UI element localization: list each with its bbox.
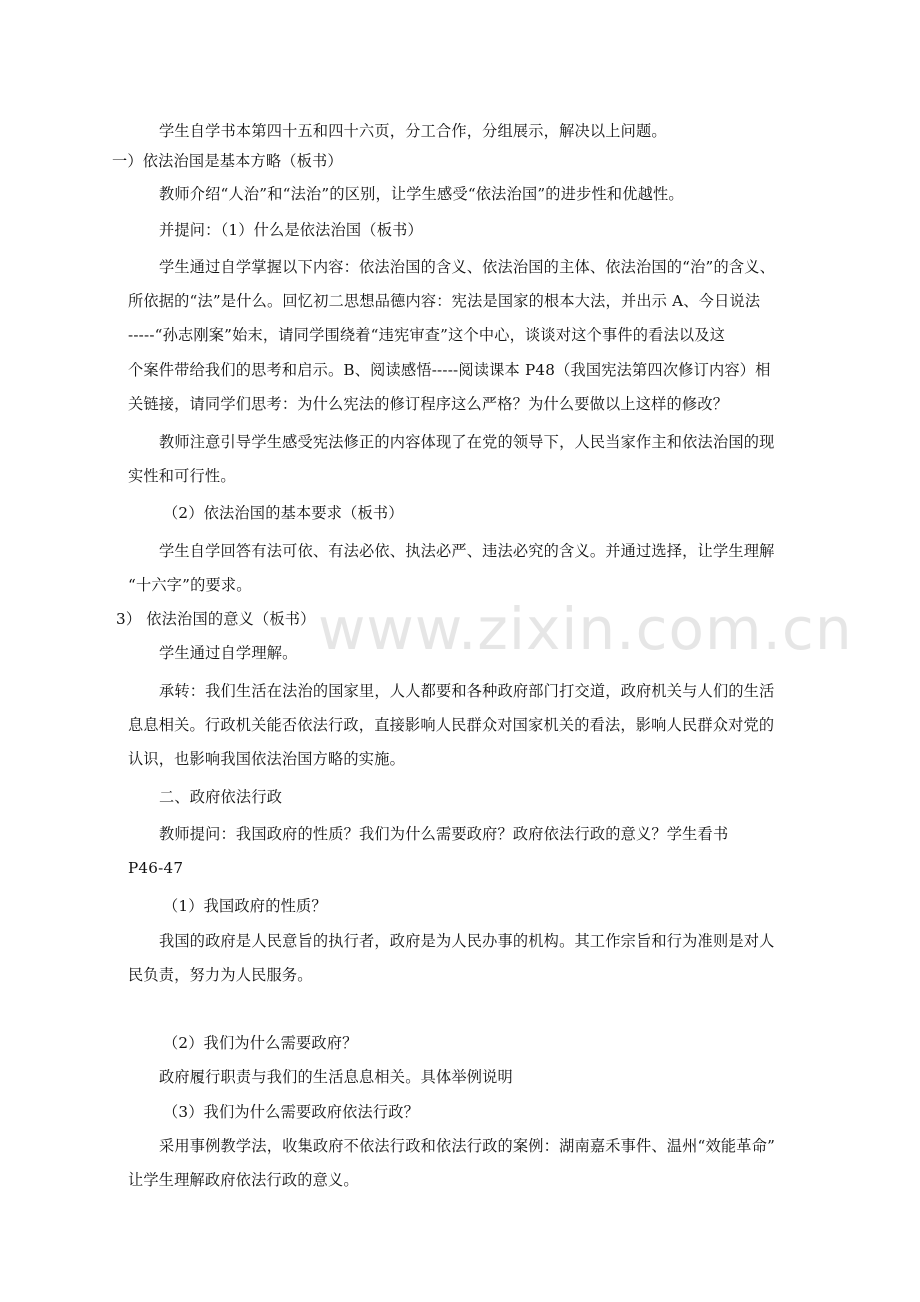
text-line: -----“孙志刚案”始末，请同学围绕着“违宪审查”这个中心，谈谈对这个事件的看法以及这: [128, 326, 726, 344]
sub-heading: （1）我国政府的性质？: [163, 897, 327, 915]
text-line: 学生通过自学理解。: [159, 644, 298, 662]
text-line: 所依据的“法”是什么。回忆初二思想品德内容：宪法是国家的根本大法，并出示 A、今日说法: [128, 292, 761, 310]
text-line: 采用事例教学法，收集政府不依法行政和依法行政的案例：湖南嘉禾事件、温州“效能革命”: [159, 1137, 776, 1155]
text-line: 政府履行职责与我们的生活息息相关。具体举例说明: [159, 1068, 513, 1086]
sub-heading: 3） 依法治国的意义（板书）: [116, 610, 316, 628]
sub-heading: （2）我们为什么需要政府？: [163, 1034, 358, 1052]
text-line: 认识，也影响我国依法治国方略的实施。: [128, 750, 405, 768]
section-heading: 一）依法治国是基本方略（板书）: [112, 152, 343, 170]
text-line: 让学生理解政府依法行政的意义。: [128, 1171, 359, 1189]
text-line: 教师提问：我国政府的性质？我们为什么需要政府？政府依法行政的意义？学生看书: [159, 825, 729, 843]
sub-heading: （3）我们为什么需要政府依法行政？: [163, 1103, 420, 1121]
sub-heading: （2）依法治国的基本要求（板书）: [163, 504, 404, 522]
text-line: 教师注意引导学生感受宪法修正的内容体现了在党的领导下，人民当家作主和依法治国的现: [159, 433, 775, 451]
text-line: 并提问：（1）什么是依法治国（板书）: [159, 221, 423, 239]
text-line: 承转：我们生活在法治的国家里，人人都要和各种政府部门打交道，政府机关与人们的生活: [159, 682, 775, 700]
text-line: 民负责，努力为人民服务。: [128, 966, 313, 984]
text-line: 个案件带给我们的思考和启示。B、阅读感悟-----阅读课本 P48（我国宪法第四次修订内容）相: [128, 361, 771, 379]
text-line: 关链接，请同学们思考：为什么宪法的修订程序这么严格？为什么要做以上这样的修改？: [128, 395, 729, 413]
text-line: 教师介绍“人治”和“法治”的区别，让学生感受“依法治国”的进步性和优越性。: [159, 185, 684, 203]
text-line: 学生通过自学掌握以下内容：依法治国的含义、依法治国的主体、依法治国的“治”的含义、: [159, 258, 776, 276]
section-heading: 二、政府依法行政: [159, 788, 283, 806]
text-line: 学生自学书本第四十五和四十六页，分工合作，分组展示，解决以上问题。: [159, 122, 667, 140]
text-line: 我国的政府是人民意旨的执行者，政府是为人民办事的机构。其工作宗旨和行为准则是对人: [159, 932, 775, 950]
text-line: 息息相关。行政机关能否依法行政，直接影响人民群众对国家机关的看法，影响人民群众对党的: [128, 716, 775, 734]
watermark: www.zixin.com.cn: [318, 595, 853, 663]
text-line: “十六字”的要求。: [128, 576, 252, 594]
text-line: P46-47: [128, 859, 184, 877]
text-line: 学生自学回答有法可依、有法必依、执法必严、违法必究的含义。并通过选择，让学生理解: [159, 542, 775, 560]
text-line: 实性和可行性。: [128, 467, 236, 485]
